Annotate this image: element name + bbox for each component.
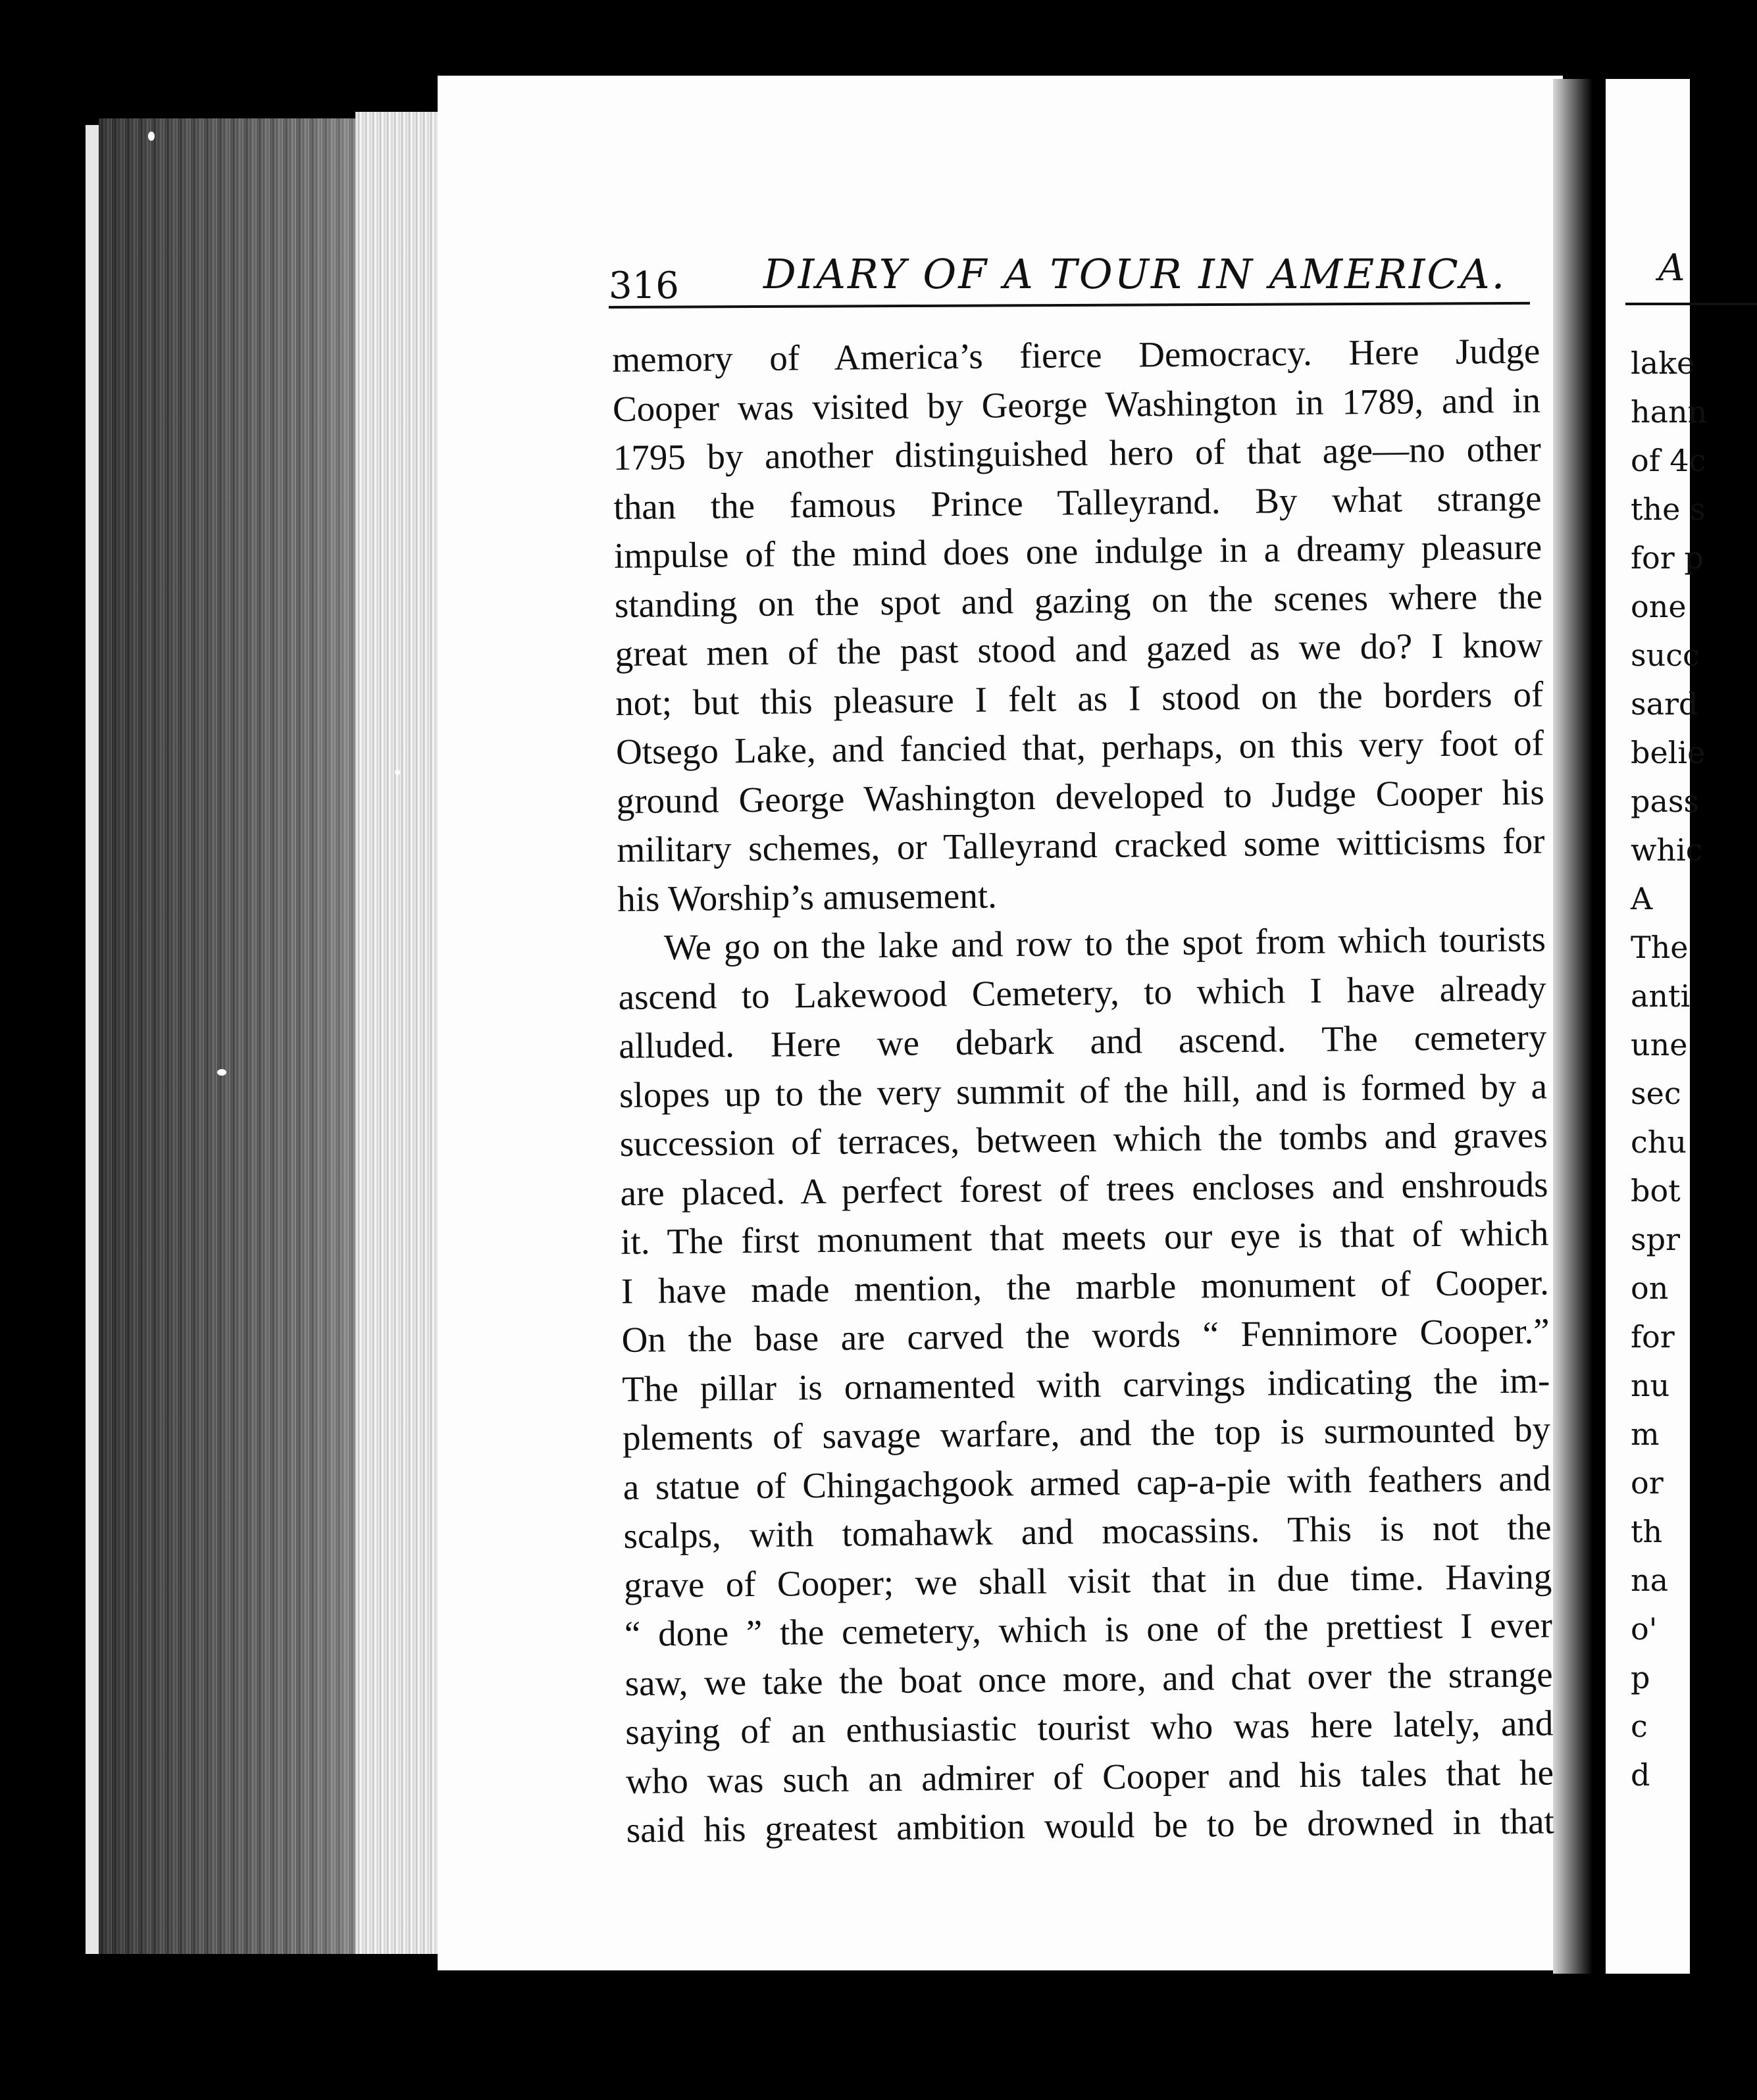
facing-text-line: lake	[1631, 345, 1695, 381]
facing-text-line: on	[1631, 1270, 1669, 1306]
facing-text-line: nu	[1631, 1368, 1670, 1403]
facing-text-line: A	[1631, 881, 1653, 916]
facing-text-line: d	[1631, 1757, 1650, 1793]
scan-speck	[148, 132, 155, 141]
facing-text-line: succ	[1631, 638, 1700, 673]
facing-text-line: or	[1631, 1465, 1664, 1501]
facing-text-line: m	[1631, 1416, 1660, 1452]
text-line: 1795 by another distinguished hero of that age—no other	[613, 428, 1542, 478]
text-line: military schemes, or Talleyrand cracked some witticisms for	[617, 820, 1545, 870]
page-number: 316	[609, 264, 679, 307]
facing-text-line: une	[1631, 1027, 1688, 1062]
text-line: succession of terraces, between which the tombs and graves	[619, 1114, 1548, 1164]
facing-text-line: chu	[1631, 1124, 1687, 1160]
page-header	[609, 237, 1530, 309]
text-line: “ done ” the cemetery, which is one of the prettiest I ever	[624, 1605, 1553, 1654]
facing-text-line: for	[1631, 1319, 1675, 1355]
text-line: not; but this pleasure I felt as I stood on the borders of	[615, 673, 1544, 723]
facing-text-line: spr	[1631, 1222, 1681, 1257]
running-title: DIARY OF A TOUR IN AMERICA.	[763, 250, 1507, 298]
text-line: than the famous Prince Talleyrand. By what strange	[613, 477, 1542, 527]
text-line: The pillar is ornamented with carvings indicating the im-	[622, 1359, 1550, 1409]
page-block-inner-edges	[355, 112, 447, 1954]
text-line: We go on the lake and row to the spot from which tourists	[663, 918, 1546, 968]
facing-text-line: hann	[1631, 394, 1708, 430]
scan-speck	[217, 1069, 226, 1076]
text-line: it. The first monument that meets our eye is that of which	[620, 1212, 1549, 1262]
text-line: a statue of Chingachgook armed cap-a-pie with feathers and	[623, 1457, 1552, 1507]
scan-speck	[395, 770, 400, 775]
facing-text-line: for p	[1631, 540, 1704, 576]
facing-text-line: p	[1631, 1660, 1650, 1695]
text-line: great men of the past stood and gazed as we do? I know	[615, 624, 1543, 674]
text-line: grave of Cooper; we shall visit that in due time. Having	[623, 1555, 1552, 1605]
facing-text-line: belie	[1631, 735, 1706, 770]
text-line: ground George Washington developed to Judge Cooper his	[616, 771, 1545, 821]
text-line: I have made mention, the marble monument of Cooper.	[621, 1261, 1550, 1311]
facing-text-line: sec	[1631, 1076, 1681, 1111]
facing-page-rule	[1625, 303, 1757, 305]
facing-page-header: A	[1658, 247, 1685, 289]
facing-page	[1606, 79, 1708, 1974]
text-line: Cooper was visited by George Washington in 1789, and in	[612, 379, 1541, 429]
text-line: who was such an admirer of Cooper and his tales that he	[625, 1751, 1554, 1801]
paragraph	[612, 326, 1546, 923]
text-line: impulse of the mind does one indulge in a dreamy pleasure	[613, 526, 1542, 576]
facing-text-line: th	[1631, 1514, 1663, 1549]
text-line: said his greatest ambition would be to be drowned in that	[626, 1801, 1555, 1850]
text-line: saw, we take the boat once more, and chat over the strange	[624, 1653, 1553, 1703]
facing-text-line: of 4c	[1631, 443, 1706, 478]
text-line: slopes up to the very summit of the hill, and is formed by a	[619, 1065, 1548, 1115]
facing-text-line: one	[1631, 589, 1687, 624]
text-line: are placed. A perfect forest of trees encloses and enshrouds	[620, 1163, 1548, 1213]
facing-text-line: anti	[1631, 978, 1691, 1014]
text-line: plements of savage warfare, and the top is surmounted by	[622, 1409, 1551, 1458]
text-line: Otsego Lake, and fancied that, perhaps, on this very foot of	[615, 722, 1544, 772]
facing-text-line: whic	[1631, 832, 1703, 868]
text-line: ascend to Lakewood Cemetery, to which I have already	[618, 967, 1546, 1017]
facing-text-line: the s	[1631, 491, 1706, 527]
text-line: memory of America’s fierce Democracy. Here Judge	[612, 330, 1541, 380]
facing-text-line: pass	[1631, 784, 1700, 819]
facing-text-line: o'	[1631, 1611, 1658, 1647]
facing-text-line: c	[1631, 1709, 1648, 1744]
text-line: saying of an enthusiastic tourist who was here lately, and	[625, 1703, 1554, 1752]
gutter-shadow	[1553, 79, 1592, 1974]
text-line: his Worship’s amusement.	[617, 874, 998, 919]
facing-page-text	[1631, 339, 1707, 1799]
text-line: standing on the spot and gazing on the scenes where the	[614, 575, 1543, 625]
paragraph	[618, 914, 1555, 1855]
facing-text-line: bot	[1631, 1173, 1681, 1209]
text-line: scalps, with tomahawk and mocassins. This is not the	[623, 1507, 1552, 1556]
text-line: On the base are carved the words “ Fennimore Cooper.”	[621, 1311, 1550, 1360]
body-text	[612, 326, 1554, 1855]
facing-text-line: The	[1631, 930, 1689, 965]
text-line: alluded. Here we debark and ascend. The cemetery	[619, 1016, 1547, 1066]
facing-text-line: na	[1631, 1562, 1669, 1598]
facing-text-line: sard	[1631, 686, 1698, 722]
